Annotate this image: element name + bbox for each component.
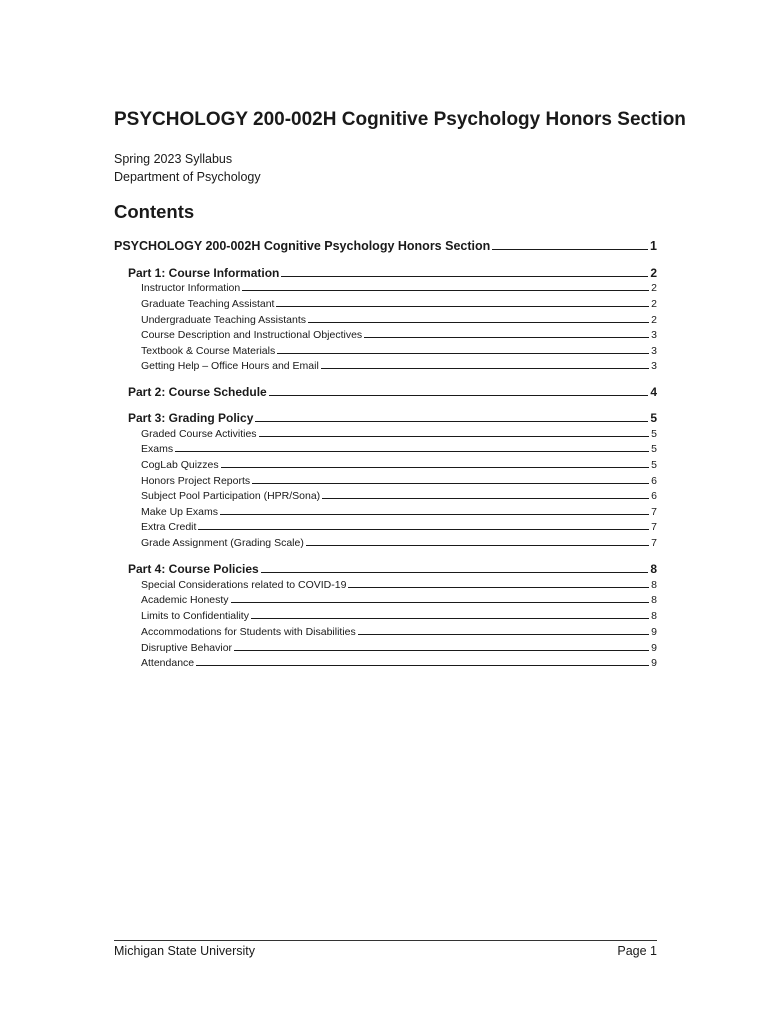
toc-leader-line: [255, 421, 648, 422]
toc-leader-line: [231, 602, 650, 603]
toc-entry-page-number: 7: [651, 537, 657, 549]
toc-entry-label: Academic Honesty: [141, 594, 229, 606]
syllabus-term: Spring 2023 Syllabus: [114, 152, 233, 166]
toc-leader-line: [492, 249, 648, 250]
footer-institution: Michigan State University: [114, 944, 256, 958]
toc-entry-page-number: 5: [651, 443, 657, 455]
toc-entry-label: Make Up Exams: [141, 506, 219, 518]
toc-entry-label: Part 4: Course Policies: [128, 562, 259, 576]
toc-leader-line: [281, 276, 648, 277]
toc-entry-label: Attendance: [141, 657, 195, 669]
toc-leader-line: [175, 451, 649, 452]
footer-page-number: Page 1: [617, 944, 657, 958]
toc-leader-line: [198, 529, 649, 530]
toc-leader-line: [251, 618, 649, 619]
toc-leader-line: [220, 514, 649, 515]
toc-entry-label: Graded Course Activities: [141, 428, 257, 440]
toc-entry-page-number: 6: [651, 490, 657, 502]
toc-entry-page-number: 9: [651, 642, 657, 654]
toc-entry-section[interactable]: [141, 655, 657, 669]
toc-leader-line: [261, 572, 649, 573]
toc-entry-section[interactable]: [141, 296, 657, 310]
toc-leader-line: [269, 395, 649, 396]
toc-leader-line: [252, 483, 649, 484]
toc-entry-title[interactable]: [114, 237, 657, 253]
toc-entry-page-number: 7: [651, 506, 657, 518]
toc-entry-page-number: 2: [651, 314, 657, 326]
toc-leader-line: [221, 467, 650, 468]
toc-entry-section[interactable]: [141, 624, 657, 638]
toc-entry-page-number: 6: [651, 475, 657, 487]
toc-leader-line: [277, 353, 649, 354]
toc-entry-page-number: 9: [651, 626, 657, 638]
toc-entry-section[interactable]: [141, 358, 657, 372]
toc-entry-section[interactable]: [141, 519, 657, 533]
toc-entry-section[interactable]: [141, 426, 657, 440]
toc-entry-section[interactable]: [141, 473, 657, 487]
toc-entry-page-number: 2: [650, 266, 657, 280]
document-title: PSYCHOLOGY 200-002H Cognitive Psychology Honors Section: [114, 109, 686, 130]
toc-leader-line: [321, 368, 649, 369]
footer-divider: [114, 940, 657, 941]
toc-entry-section[interactable]: [141, 535, 657, 549]
department-name: Department of Psychology: [114, 170, 261, 184]
toc-leader-line: [276, 306, 649, 307]
toc-entry-part[interactable]: [128, 264, 657, 280]
toc-leader-line: [259, 436, 650, 437]
toc-entry-label: Undergraduate Teaching Assistants: [141, 314, 306, 326]
toc-entry-part[interactable]: [128, 409, 657, 425]
toc-entry-label: PSYCHOLOGY 200-002H Cognitive Psychology Honors Section: [114, 239, 491, 253]
toc-leader-line: [196, 665, 649, 666]
toc-entry-section[interactable]: [141, 457, 657, 471]
toc-entry-page-number: 3: [651, 360, 657, 372]
toc-entry-label: Accommodations for Students with Disabilities: [141, 626, 356, 638]
toc-entry-page-number: 5: [651, 428, 657, 440]
toc-leader-line: [306, 545, 649, 546]
toc-entry-label: Part 1: Course Information: [128, 266, 280, 280]
toc-leader-line: [308, 322, 649, 323]
toc-entry-part[interactable]: [128, 560, 657, 576]
toc-entry-page-number: 9: [651, 657, 657, 669]
toc-leader-line: [348, 587, 649, 588]
toc-entry-page-number: 2: [651, 298, 657, 310]
toc-entry-page-number: 3: [651, 345, 657, 357]
toc-entry-section[interactable]: [141, 608, 657, 622]
toc-entry-part[interactable]: [128, 383, 657, 399]
toc-entry-label: Subject Pool Participation (HPR/Sona): [141, 490, 321, 502]
contents-heading: Contents: [114, 201, 195, 222]
toc-entry-label: Part 3: Grading Policy: [128, 411, 254, 425]
toc-entry-page-number: 4: [650, 385, 657, 399]
toc-entry-label: Limits to Confidentiality: [141, 610, 249, 622]
toc-entry-section[interactable]: [141, 577, 657, 591]
toc-entry-section[interactable]: [141, 327, 657, 341]
toc-entry-section[interactable]: [141, 504, 657, 518]
toc-entry-label: Getting Help – Office Hours and Email: [141, 360, 319, 372]
toc-entry-label: Grade Assignment (Grading Scale): [141, 537, 304, 549]
toc-entry-label: Textbook & Course Materials: [141, 345, 276, 357]
toc-entry-page-number: 8: [651, 610, 657, 622]
toc-entry-label: Exams: [141, 443, 174, 455]
toc-entry-section[interactable]: [141, 488, 657, 502]
toc-leader-line: [322, 498, 649, 499]
toc-entry-label: Special Considerations related to COVID-19: [141, 579, 347, 591]
toc-entry-page-number: 5: [651, 459, 657, 471]
toc-entry-label: Course Description and Instructional Objectives: [141, 329, 363, 341]
toc-entry-page-number: 3: [651, 329, 657, 341]
toc-entry-page-number: 1: [650, 239, 657, 253]
toc-entry-label: Part 2: Course Schedule: [128, 385, 267, 399]
toc-entry-section[interactable]: [141, 312, 657, 326]
toc-entry-page-number: 2: [651, 282, 657, 294]
toc-entry-section[interactable]: [141, 592, 657, 606]
toc-entry-page-number: 8: [650, 562, 657, 576]
toc-entry-label: Instructor Information: [141, 282, 241, 294]
toc-leader-line: [358, 634, 649, 635]
toc-entry-label: Honors Project Reports: [141, 475, 251, 487]
toc-leader-line: [364, 337, 649, 338]
toc-entry-label: Disruptive Behavior: [141, 642, 233, 654]
toc-entry-section[interactable]: [141, 343, 657, 357]
toc-entry-section[interactable]: [141, 640, 657, 654]
toc-entry-page-number: 8: [651, 594, 657, 606]
toc-entry-label: CogLab Quizzes: [141, 459, 219, 471]
toc-entry-page-number: 7: [651, 521, 657, 533]
toc-entry-label: Extra Credit: [141, 521, 197, 533]
toc-leader-line: [242, 290, 649, 291]
toc-entry-label: Graduate Teaching Assistant: [141, 298, 275, 310]
toc-entry-section[interactable]: [141, 441, 657, 455]
toc-entry-page-number: 5: [650, 411, 657, 425]
toc-entry-section[interactable]: [141, 280, 657, 294]
toc-leader-line: [234, 650, 649, 651]
toc-entry-page-number: 8: [651, 579, 657, 591]
